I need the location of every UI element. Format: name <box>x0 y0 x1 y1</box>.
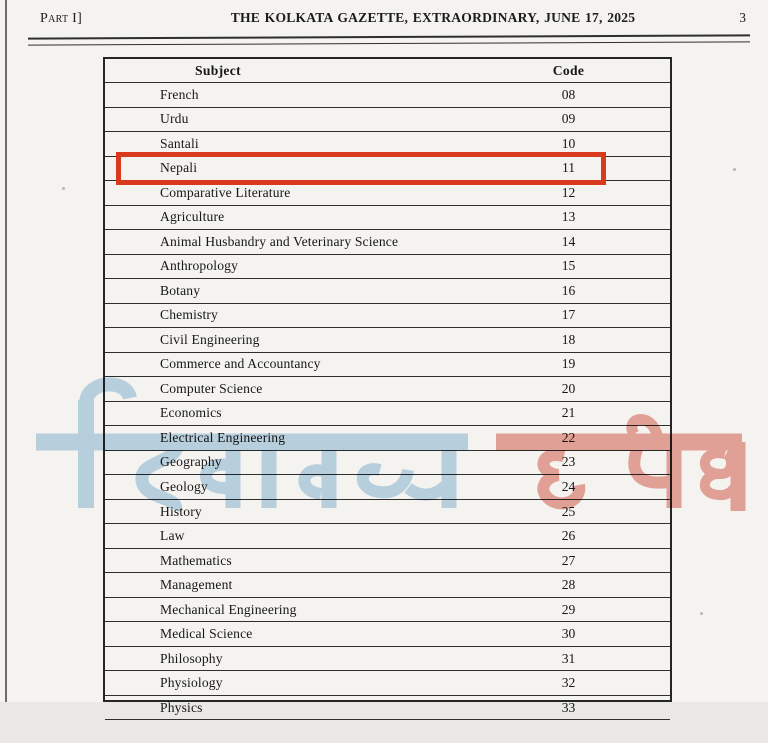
table-row <box>105 450 670 475</box>
subject-cell: History <box>160 503 202 519</box>
subject-cell: Anthropology <box>160 258 239 274</box>
code-cell: 18 <box>561 331 576 347</box>
table-row <box>105 327 670 352</box>
code-cell: 12 <box>561 184 576 200</box>
header-divider <box>28 34 750 45</box>
code-cell: 33 <box>561 699 576 715</box>
subject-cell: Medical Science <box>160 626 253 642</box>
gazette-title: THE KOLKATA GAZETTE, EXTRAORDINARY, JUNE 17, 2025 <box>230 10 636 25</box>
subject-cell: Law <box>160 528 185 544</box>
table-row <box>105 303 670 328</box>
scan-speck <box>62 187 65 190</box>
table-row <box>105 646 670 671</box>
code-cell: 20 <box>561 380 576 396</box>
subject-cell: Mathematics <box>160 552 232 568</box>
subject-cell: Geography <box>160 454 222 470</box>
table-row <box>105 82 670 107</box>
table-row <box>105 254 670 279</box>
subject-cell: Comparative Literature <box>160 184 291 200</box>
table-row <box>105 499 670 524</box>
subject-cell: Chemistry <box>160 307 218 323</box>
subject-cell: Animal Husbandry and Veterinary Science <box>160 233 399 249</box>
code-cell: 19 <box>561 356 576 372</box>
code-cell: 14 <box>561 233 576 249</box>
subject-cell: Philosophy <box>160 650 223 666</box>
code-cell: 23 <box>561 454 576 470</box>
code-cell: 27 <box>561 552 576 568</box>
subject-cell: Physiology <box>160 675 223 691</box>
code-cell: 09 <box>561 111 576 127</box>
code-cell: 32 <box>561 675 576 691</box>
scan-speck <box>733 168 736 171</box>
watermark-text <box>28 378 29 379</box>
table-row <box>105 572 670 597</box>
table-header-row <box>105 59 670 82</box>
page-number: 3 <box>739 10 746 25</box>
table-row <box>105 180 670 205</box>
subject-cell: Physics <box>160 699 203 715</box>
table-row <box>105 695 670 720</box>
subject-code-table <box>103 57 672 715</box>
subject-cell: Economics <box>160 405 222 421</box>
code-cell: 29 <box>561 601 576 617</box>
code-cell: 31 <box>561 650 576 666</box>
table-row-partial <box>105 719 670 743</box>
table-row <box>105 621 670 646</box>
table-row <box>105 131 670 156</box>
table-row <box>105 107 670 132</box>
code-cell: 22 <box>561 429 576 445</box>
table-row <box>105 425 670 450</box>
table-row <box>105 205 670 230</box>
table-row <box>105 523 670 548</box>
subject-cell: Civil Engineering <box>160 331 260 347</box>
subject-cell: Electrical Engineering <box>160 429 286 445</box>
code-cell: 11 <box>561 160 576 176</box>
code-cell: 21 <box>561 405 576 421</box>
code-cell: 13 <box>561 209 576 225</box>
subject-column-header: Subject <box>195 62 241 78</box>
subject-cell: Agriculture <box>160 209 225 225</box>
table-row <box>105 548 670 573</box>
subject-cell: French <box>160 86 199 102</box>
table-row <box>105 229 670 254</box>
code-cell: 24 <box>561 479 576 494</box>
table-row <box>105 474 670 499</box>
code-cell: 10 <box>561 135 576 151</box>
code-cell: 26 <box>561 528 576 544</box>
table-row <box>105 376 670 401</box>
subject-cell: Santali <box>160 135 199 151</box>
scan-edge-line <box>5 0 7 702</box>
code-cell: 15 <box>561 258 576 274</box>
subject-cell: Botany <box>160 282 201 298</box>
subject-cell: Geology <box>160 479 208 494</box>
subject-cell: Management <box>160 577 233 593</box>
subject-cell: Commerce and Accountancy <box>160 356 321 372</box>
code-cell: 28 <box>561 577 576 593</box>
table-row <box>105 670 670 695</box>
code-cell: 17 <box>561 307 576 323</box>
page-header <box>40 10 746 30</box>
subject-table-body <box>105 82 670 719</box>
subject-cell: Computer Science <box>160 380 263 396</box>
subject-cell: Nepali <box>160 160 198 176</box>
code-cell: 30 <box>561 626 576 642</box>
code-cell: 16 <box>561 282 576 298</box>
table-row <box>105 278 670 303</box>
subject-cell: Mechanical Engineering <box>160 601 297 617</box>
table-row <box>105 156 670 181</box>
code-cell: 25 <box>561 503 576 519</box>
part-label: Part I] <box>40 11 83 26</box>
code-cell: 08 <box>561 86 576 102</box>
table-row <box>105 352 670 377</box>
code-column-header: Code <box>552 62 585 78</box>
subject-cell: Urdu <box>160 111 189 127</box>
table-row <box>105 597 670 622</box>
table-row <box>105 401 670 426</box>
scan-speck <box>700 612 703 615</box>
